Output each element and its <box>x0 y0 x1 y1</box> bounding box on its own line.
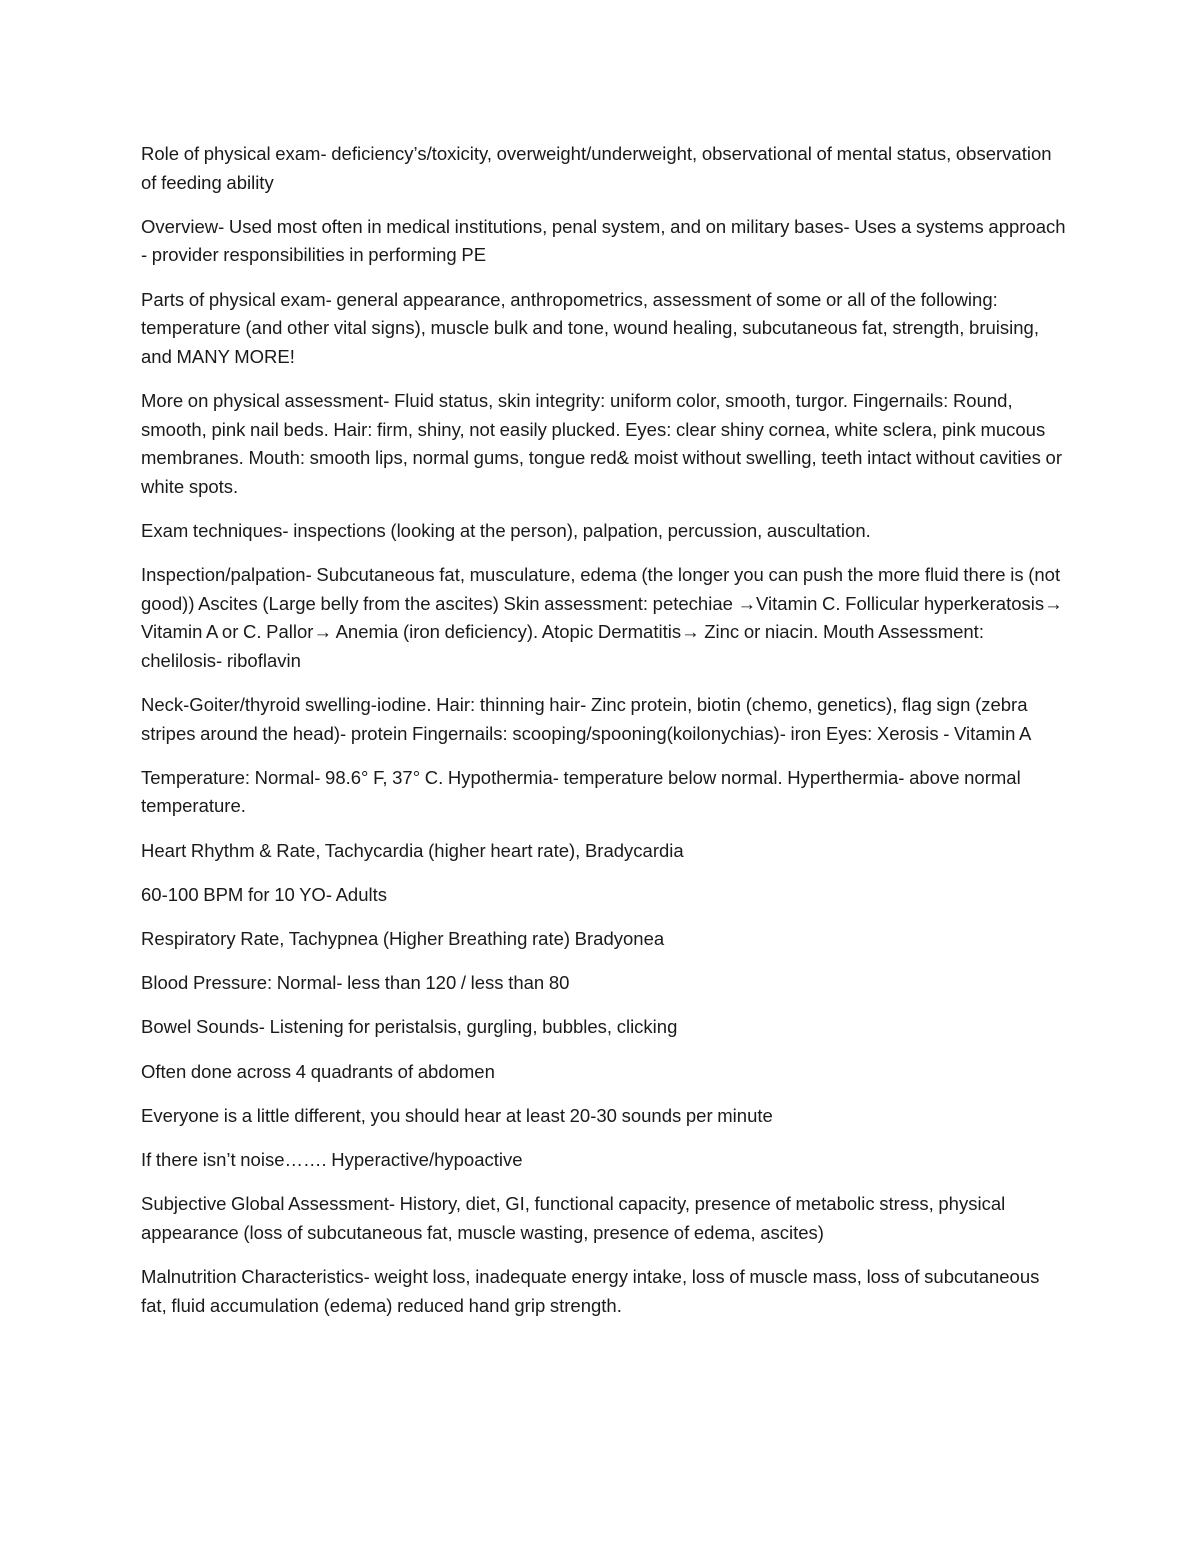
document-body <box>141 140 1066 1336</box>
paragraph-exam-techniques: Exam techniques- inspections (looking at the person), palpation, percussion, auscultation. <box>141 519 871 541</box>
paragraph-blood-pressure: Blood Pressure: Normal- less than 120 / less than 80 <box>141 972 570 994</box>
paragraph-malnutrition-characteristics: Malnutrition Characteristics- weight loss, inadequate energy intake, loss of muscle mass, loss of subcutaneous fat, fluid accumulation (edema) reduced hand grip strength. <box>141 1265 1040 1316</box>
paragraph-heart-rhythm: Heart Rhythm & Rate, Tachycardia (higher heart rate), Bradycardia <box>141 839 684 861</box>
paragraph-role-of-physical-exam: Role of physical exam- deficiency’s/toxicity, overweight/underweight, observational of mental status, observation of feeding ability <box>141 143 1052 193</box>
paragraph-bowel-sounds: Bowel Sounds- Listening for peristalsis, gurgling, bubbles, clicking <box>141 1016 678 1038</box>
paragraph-inspection-palpation: Inspection/palpation- Subcutaneous fat, musculature, edema (the longer you can push the more fluid there is (not good)) Ascites (Large belly from the ascites) Skin assessment: petechiae →Vitamin C. Follicular hyperkeratosis→ Vitamin A or C. Pallor→ Anemia (iron deficiency). Atopic Dermatitis→ Zinc or niacin. Mouth Assessment: chelilosis- riboflavin <box>141 564 1063 671</box>
paragraph-overview: Overview- Used most often in medical institutions, penal system, and on military bases- Uses a systems approach - provider responsibilities in performing PE <box>141 215 1066 266</box>
paragraph-four-quadrants: Often done across 4 quadrants of abdomen <box>141 1060 495 1082</box>
paragraph-bpm-range: 60-100 BPM for 10 YO- Adults <box>141 883 388 905</box>
paragraph-subjective-global-assessment: Subjective Global Assessment- History, diet, GI, functional capacity, presence of metabolic stress, physical appearance (loss of subcutaneous fat, muscle wasting, presence of edema, ascites) <box>141 1193 1006 1243</box>
paragraph-more-on-physical-assessment: More on physical assessment- Fluid status, skin integrity: uniform color, smooth, turgor. Fingernails: Round, smooth, pink nail beds. Hair: firm, shiny, not easily plucked. Eyes: clear shiny cornea, white sclera, pink mucous membranes. Mouth: smooth lips, normal gums, tongue red& moist without swelling, teeth intact without cavities or white spots. <box>141 389 1063 497</box>
paragraph-no-noise: If there isn’t noise……. Hyperactive/hypoactive <box>141 1148 523 1170</box>
paragraph-neck-hair-fingernails: Neck-Goiter/thyroid swelling-iodine. Hair: thinning hair- Zinc protein, biotin (chemo, genetics), flag sign (zebra stripes around the head)- protein Fingernails: scooping/spooning(koilonychias)- iron Eyes: Xerosis - Vitamin A <box>141 694 1032 744</box>
paragraph-parts-of-physical-exam: Parts of physical exam- general appearance, anthropometrics, assessment of some or all of the following: temperature (and other vital signs), muscle bulk and tone, wound healing, subcutaneous fat, strength, bruising, and MANY MORE! <box>141 288 1039 367</box>
paragraph-sounds-per-minute: Everyone is a little different, you should hear at least 20-30 sounds per minute <box>141 1104 773 1126</box>
paragraph-respiratory-rate: Respiratory Rate, Tachypnea (Higher Breathing rate) Bradyonea <box>141 928 665 949</box>
paragraph-temperature: Temperature: Normal- 98.6° F, 37° C. Hypothermia- temperature below normal. Hyperthermia- above normal temperature. <box>141 766 1021 817</box>
